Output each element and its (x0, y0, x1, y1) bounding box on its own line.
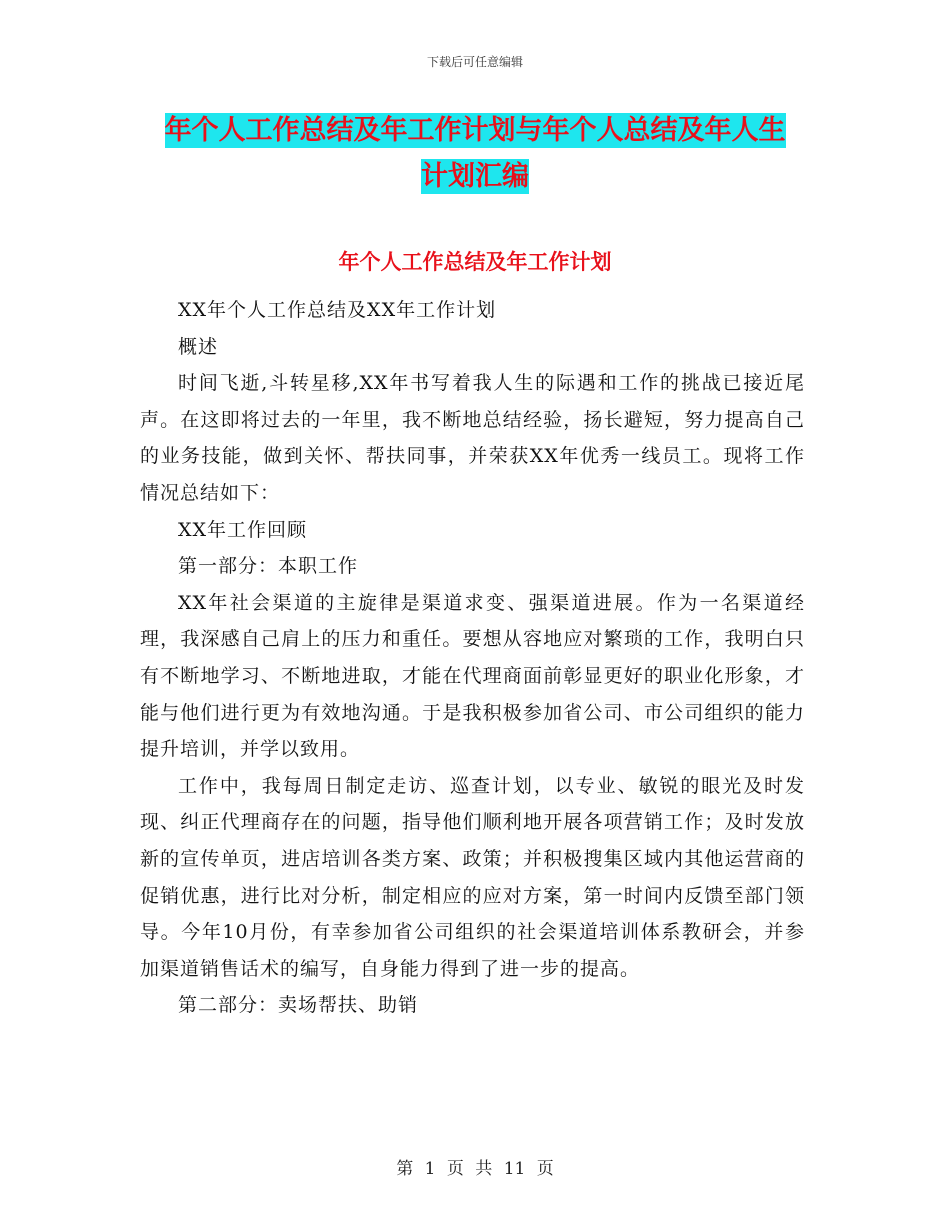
paragraph-part-two-heading: 第二部分：卖场帮扶、助销 (178, 994, 419, 1017)
paragraph-part-one-body: XX年社会渠道的主旋律是渠道求变、强渠道进展。作为一名渠道经理，我深感自己肩上的压力和重任。要想从容地应对繁琐的工作，我明白只有不断地学习、不断地进取，才能在代理商面前彰显更好的职业化形象，才能与他们进行更为有效地沟通。于是我积极参加省公司、市公司组织的能力提升培训，并学以致用。 (140, 591, 805, 761)
paragraph-review-heading: XX年工作回顾 (178, 518, 308, 541)
paragraph-overview-heading: 概述 (178, 335, 219, 358)
paragraph-intro: 时间飞逝,斗转星移,XX年书写着我人生的际遇和工作的挑战已接近尾声。在这即将过去的一年里，我不断地总结经验，扬长避短，努力提高自己的业务技能，做到关怀、帮扶同事，并荣获XX年优秀一线员工。现将工作情况总结如下： (140, 372, 805, 504)
document-title-line-2: 计划汇编 (421, 161, 529, 192)
header-note: 下载后可任意编辑 (426, 55, 523, 69)
paragraph-work-details: 工作中，我每周日制定走访、巡查计划，以专业、敏锐的眼光及时发现、纠正代理商存在的问题，指导他们顺利地开展各项营销工作；及时发放新的宣传单页，进店培训各类方案、政策；并积极搜集区域内其他运营商的促销优惠，进行比对分析，制定相应的应对方案，第一时间内反馈至部门领导。今年10月份，有幸参加省公司组织的社会渠道培训体系教研会，并参加渠道销售话术的编写，自身能力得到了进一步的提高。 (140, 774, 805, 980)
page-footer: 第 1 页 共 11 页 (396, 1159, 554, 1179)
document-title-line-1: 年个人工作总结及年工作计划与年个人总结及年人生 (164, 115, 786, 146)
section-title: 年个人工作总结及年工作计划 (338, 250, 612, 274)
document-body (140, 292, 805, 1024)
document-title (140, 108, 810, 200)
paragraph-part-one-heading: 第一部分：本职工作 (178, 555, 359, 578)
paragraph-subtitle: XX年个人工作总结及XX年工作计划 (178, 299, 497, 321)
